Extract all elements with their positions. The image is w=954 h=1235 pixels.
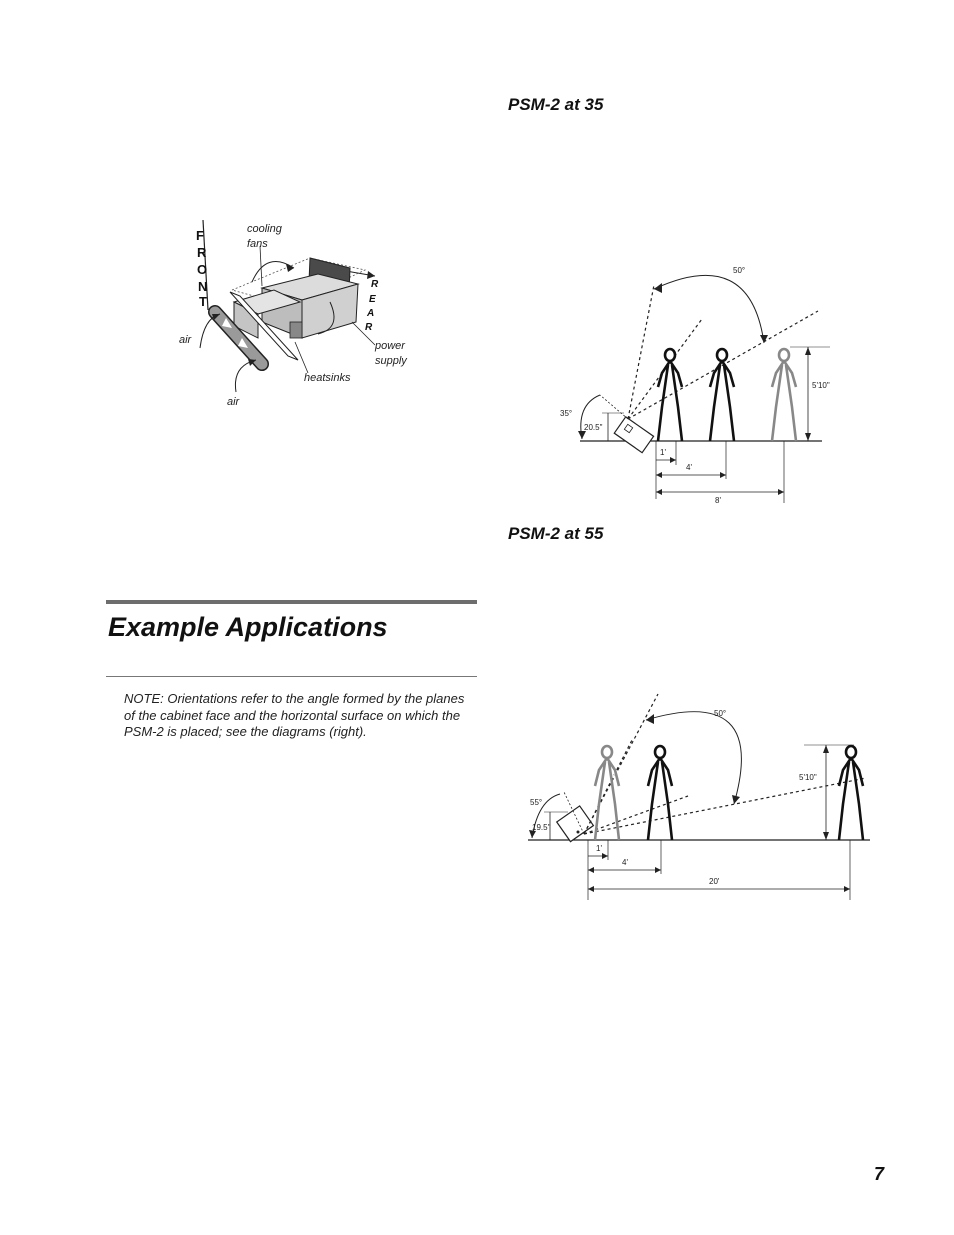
psm35-angle-label: 35° bbox=[560, 409, 573, 418]
label-air-left: air bbox=[179, 334, 192, 346]
psm55-spread-label: 50° bbox=[714, 709, 727, 718]
psm35-spread-label: 50° bbox=[733, 266, 746, 275]
heatsink-block bbox=[290, 322, 302, 338]
psm35-dist-1: 1' bbox=[660, 448, 666, 457]
section-title: Example Applications bbox=[108, 612, 388, 642]
label-fans: fans bbox=[247, 238, 268, 250]
section-rule-bottom bbox=[106, 676, 477, 677]
rear-letter: R bbox=[365, 322, 373, 333]
orientation-note: NOTE: Orientations refer to the angle formed by the planes of the cabinet face and the horizontal surface on which the PSM-2 is placed; see the diagrams (right). bbox=[124, 691, 465, 739]
page-number: 7 bbox=[874, 1164, 885, 1184]
rear-letter: E bbox=[369, 294, 376, 305]
psm35-dist-3: 8' bbox=[715, 496, 721, 505]
person-figure bbox=[710, 349, 734, 441]
label-cooling: cooling bbox=[247, 223, 282, 235]
person-figure-faded bbox=[772, 349, 796, 441]
psm35-person-height-label: 5'10" bbox=[812, 381, 830, 390]
psm35-heading: PSM-2 at 35 bbox=[508, 95, 604, 114]
psm35-height-label: 20.5" bbox=[584, 423, 603, 432]
person-figure bbox=[648, 746, 672, 840]
label-power: power bbox=[375, 340, 405, 352]
front-letter: R bbox=[197, 245, 207, 260]
psm35-dist-2: 4' bbox=[686, 463, 692, 472]
rear-letter: A bbox=[367, 308, 375, 319]
front-letter: O bbox=[197, 262, 208, 277]
psm55-dist-3: 20' bbox=[709, 877, 720, 886]
front-letter: T bbox=[199, 294, 207, 309]
front-letter: N bbox=[198, 279, 208, 294]
rear-letter: R bbox=[371, 279, 379, 290]
front-letter: F bbox=[196, 228, 204, 243]
psm55-person-height-label: 5'10" bbox=[799, 773, 817, 782]
psm55-angle-label: 55° bbox=[530, 798, 543, 807]
label-air-bottom: air bbox=[227, 396, 240, 408]
section-rule-top bbox=[106, 600, 477, 604]
person-figure bbox=[839, 746, 863, 840]
psm55-dist-2: 4' bbox=[622, 858, 628, 867]
psm35-diagram bbox=[550, 255, 850, 510]
psm55-height-label: 19.5" bbox=[532, 823, 551, 832]
psm55-dist-1: 1' bbox=[596, 844, 602, 853]
label-heatsinks: heatsinks bbox=[304, 372, 351, 384]
cooling-diagram bbox=[170, 210, 430, 420]
psm55-heading: PSM-2 at 55 bbox=[508, 524, 604, 543]
label-supply: supply bbox=[375, 355, 407, 367]
psm55-diagram bbox=[520, 690, 880, 905]
speaker-cabinet bbox=[614, 417, 653, 453]
speaker-cabinet bbox=[557, 806, 594, 842]
